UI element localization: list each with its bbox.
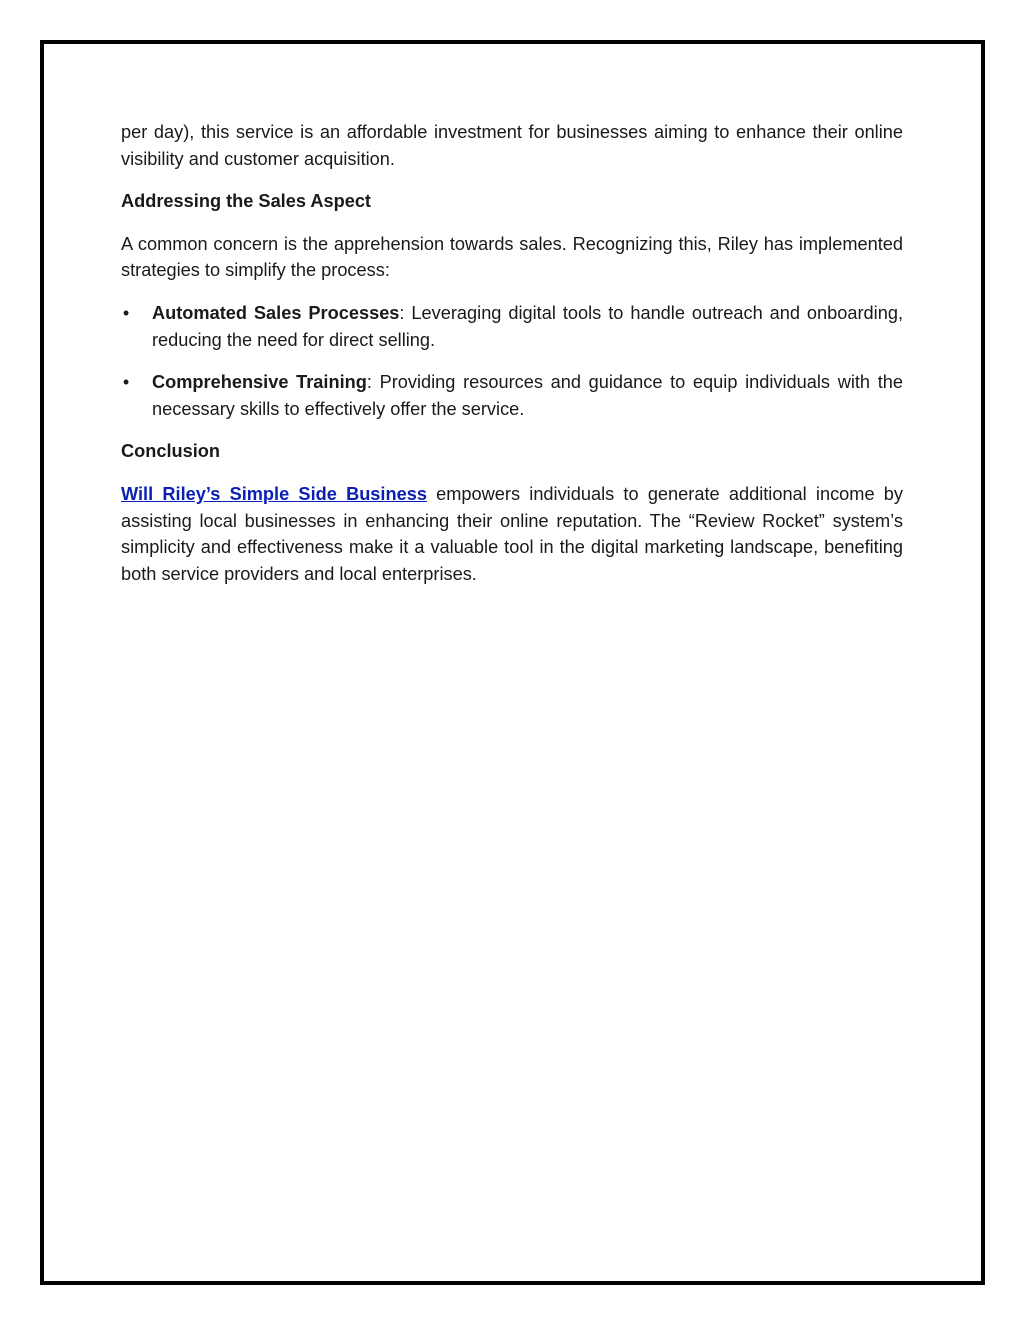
list-item: [121, 300, 903, 353]
conclusion-text: empowers individuals to generate additional income by assisting local businesses in enhancing their online reputation. The “Review Rocket” system’s simplicity and effectiveness make it a valuable tool in the digital marketing landscape, benefiting both service providers and local enterprises.: [121, 483, 903, 584]
bullet-text: : Leveraging digital tools to handle outreach and onboarding, reducing the need for direct selling.: [152, 302, 903, 350]
conclusion-heading: Conclusion: [121, 441, 221, 462]
bullet-icon: •: [122, 302, 130, 323]
document-body: [121, 119, 903, 603]
list-item: [121, 369, 903, 422]
sales-heading: Addressing the Sales Aspect: [121, 191, 371, 212]
bullet-text: : Providing resources and guidance to equip individuals with the necessary skills to effectively offer the service.: [152, 372, 903, 419]
bullet-icon: •: [122, 372, 130, 393]
bullet-term: Automated Sales Processes: [152, 302, 400, 323]
sales-bullet-list: [121, 300, 903, 422]
conclusion-paragraph: [121, 481, 903, 587]
intro-paragraph: per day), this service is an affordable investment for businesses aiming to enhance their online visibility and customer acquisition.: [121, 122, 903, 169]
simple-side-business-link[interactable]: Will Riley’s Simple Side Business: [121, 483, 427, 504]
sales-paragraph: A common concern is the apprehension towards sales. Recognizing this, Riley has implemented strategies to simplify the process:: [121, 233, 903, 281]
bullet-term: Comprehensive Training: [152, 372, 367, 393]
